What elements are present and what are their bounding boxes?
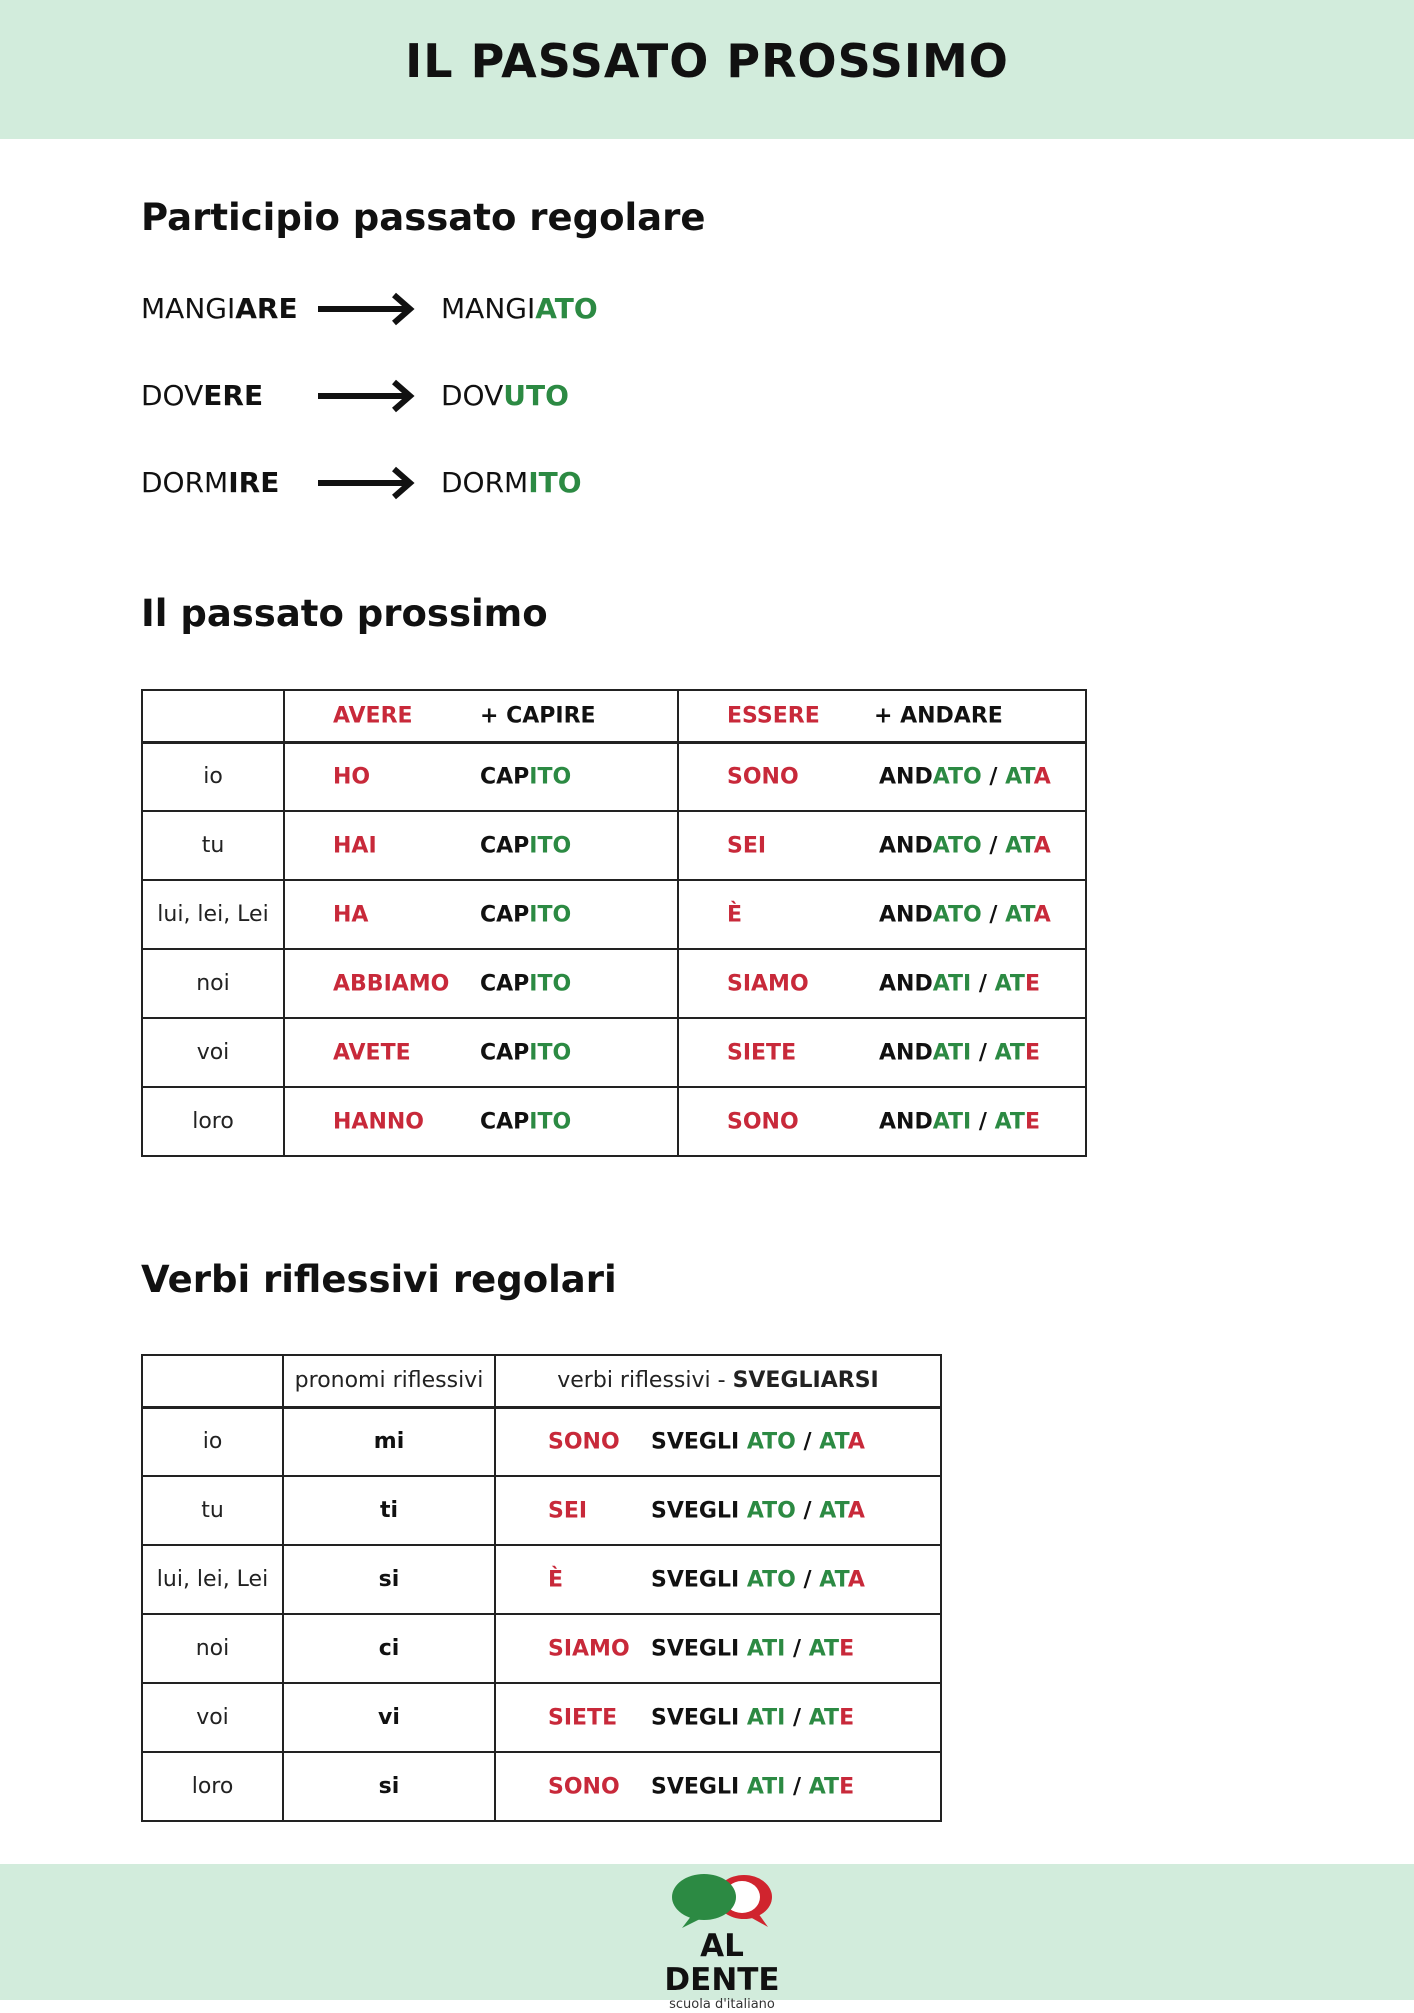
andare-participle: ANDATI / ATE	[879, 1109, 1040, 1134]
table-row	[142, 1683, 941, 1752]
table-row	[142, 1614, 941, 1683]
header-essere	[678, 690, 1086, 742]
essere-form: SONO	[548, 1774, 620, 1799]
infinitive: DOVERE	[141, 379, 264, 412]
svegliarsi-participle: SVEGLI ATI / ATE	[651, 1774, 855, 1799]
avere-form: AVETE	[333, 1040, 411, 1065]
essere-form: SONO	[548, 1429, 620, 1455]
al-dente-logo	[647, 1873, 797, 2012]
header-empty-cell	[142, 1355, 283, 1407]
participle: MANGIATO	[441, 292, 598, 325]
essere-cell	[678, 949, 1086, 1018]
table-row	[142, 1545, 941, 1614]
essere-cell	[678, 880, 1086, 949]
reflexive-pronoun: mi	[283, 1407, 495, 1476]
participle-row	[141, 458, 841, 508]
subject-pronoun: tu	[142, 811, 284, 880]
avere-cell	[284, 1018, 678, 1087]
andare-participle: ANDATO / ATA	[879, 764, 1051, 790]
page-title: IL PASSATO PROSSIMO	[405, 34, 1009, 88]
capire-participle: CAPITO	[480, 833, 572, 858]
subject-pronoun: lui, lei, Lei	[142, 1545, 283, 1614]
essere-cell	[678, 811, 1086, 880]
header-avere	[284, 690, 678, 742]
speech-bubbles-icon	[662, 1873, 782, 1929]
essere-form: SIAMO	[548, 1636, 630, 1661]
svegliarsi-participle: SVEGLI ATI / ATE	[651, 1705, 855, 1730]
essere-form: SONO	[727, 764, 799, 790]
reflexive-pronoun: si	[283, 1545, 495, 1614]
essere-form: SEI	[548, 1498, 588, 1523]
essere-form: SEI	[727, 833, 767, 858]
infinitive: MANGIARE	[141, 292, 298, 325]
subject-pronoun: voi	[142, 1018, 284, 1087]
avere-cell	[284, 880, 678, 949]
avere-cell	[284, 811, 678, 880]
table-header-row	[142, 690, 1086, 742]
section-title-participio: Participio passato regolare	[141, 196, 706, 239]
table-row	[142, 880, 1086, 949]
essere-cell	[678, 1087, 1086, 1156]
capire-participle: CAPITO	[480, 1109, 572, 1134]
capire-participle: CAPITO	[480, 764, 572, 790]
essere-form: SIETE	[727, 1040, 797, 1065]
header-verbi: verbi riflessivi - SVEGLIARSI	[495, 1355, 941, 1407]
subject-pronoun: loro	[142, 1752, 283, 1821]
avere-form: HA	[333, 902, 369, 927]
andare-participle: ANDATO / ATA	[879, 833, 1051, 858]
reflexive-verb-cell	[495, 1545, 941, 1614]
section-title-passato: Il passato prossimo	[141, 592, 548, 635]
capire-label: + CAPIRE	[480, 703, 596, 729]
table-row	[142, 1476, 941, 1545]
arrow-right-icon	[316, 284, 416, 334]
svegliarsi-participle: SVEGLI ATO / ATA	[651, 1429, 865, 1455]
logo-subtitle: scuola d'italiano	[669, 1997, 775, 2012]
table-row	[142, 1407, 941, 1476]
avere-cell	[284, 949, 678, 1018]
header-empty-cell	[142, 690, 284, 742]
essere-form: SONO	[727, 1109, 799, 1134]
participle: DORMITO	[441, 466, 582, 499]
table-row	[142, 742, 1086, 811]
participle-row	[141, 284, 841, 334]
capire-participle: CAPITO	[480, 971, 572, 996]
subject-pronoun: voi	[142, 1683, 283, 1752]
reflexive-pronoun: ti	[283, 1476, 495, 1545]
essere-form: È	[727, 902, 743, 927]
table-row	[142, 1018, 1086, 1087]
subject-pronoun: io	[142, 742, 284, 811]
andare-participle: ANDATO / ATA	[879, 902, 1051, 927]
essere-form: È	[548, 1567, 564, 1592]
svegliarsi-participle: SVEGLI ATO / ATA	[651, 1567, 865, 1592]
essere-label: ESSERE	[727, 703, 820, 729]
subject-pronoun: io	[142, 1407, 283, 1476]
reflexive-pronoun: si	[283, 1752, 495, 1821]
avere-form: ABBIAMO	[333, 971, 450, 996]
logo-name: AL DENTE	[664, 1928, 780, 1998]
avere-cell	[284, 742, 678, 811]
essere-cell	[678, 1018, 1086, 1087]
table-row	[142, 811, 1086, 880]
subject-pronoun: noi	[142, 1614, 283, 1683]
subject-pronoun: lui, lei, Lei	[142, 880, 284, 949]
reflexive-verb-cell	[495, 1683, 941, 1752]
andare-label: + ANDARE	[874, 703, 1003, 729]
avere-form: HO	[333, 764, 371, 790]
riflessivi-table	[141, 1354, 942, 1822]
subject-pronoun: noi	[142, 949, 284, 1018]
reflexive-verb-cell	[495, 1407, 941, 1476]
reflexive-verb-cell	[495, 1614, 941, 1683]
table-row	[142, 1752, 941, 1821]
subject-pronoun: loro	[142, 1087, 284, 1156]
essere-cell	[678, 742, 1086, 811]
avere-cell	[284, 1087, 678, 1156]
passato-prossimo-table	[141, 689, 1087, 1157]
reflexive-verb-cell	[495, 1752, 941, 1821]
arrow-right-icon	[316, 371, 416, 421]
table-header-row	[142, 1355, 941, 1407]
avere-label: AVERE	[333, 703, 413, 729]
svegliarsi-participle: SVEGLI ATI / ATE	[651, 1636, 855, 1661]
avere-form: HAI	[333, 833, 377, 858]
arrow-right-icon	[316, 458, 416, 508]
capire-participle: CAPITO	[480, 902, 572, 927]
header-pronomi: pronomi riflessivi	[283, 1355, 495, 1407]
infinitive: DORMIRE	[141, 466, 280, 499]
participle: DOVUTO	[441, 379, 569, 412]
avere-form: HANNO	[333, 1109, 424, 1134]
reflexive-pronoun: vi	[283, 1683, 495, 1752]
subject-pronoun: tu	[142, 1476, 283, 1545]
svegliarsi-participle: SVEGLI ATO / ATA	[651, 1498, 865, 1523]
table-row	[142, 949, 1086, 1018]
andare-participle: ANDATI / ATE	[879, 1040, 1040, 1065]
participle-row	[141, 371, 841, 421]
section-title-riflessivi: Verbi riflessivi regolari	[141, 1258, 617, 1301]
reflexive-verb-cell	[495, 1476, 941, 1545]
reflexive-pronoun: ci	[283, 1614, 495, 1683]
andare-participle: ANDATI / ATE	[879, 971, 1040, 996]
table-row	[142, 1087, 1086, 1156]
capire-participle: CAPITO	[480, 1040, 572, 1065]
essere-form: SIAMO	[727, 971, 809, 996]
essere-form: SIETE	[548, 1705, 618, 1730]
